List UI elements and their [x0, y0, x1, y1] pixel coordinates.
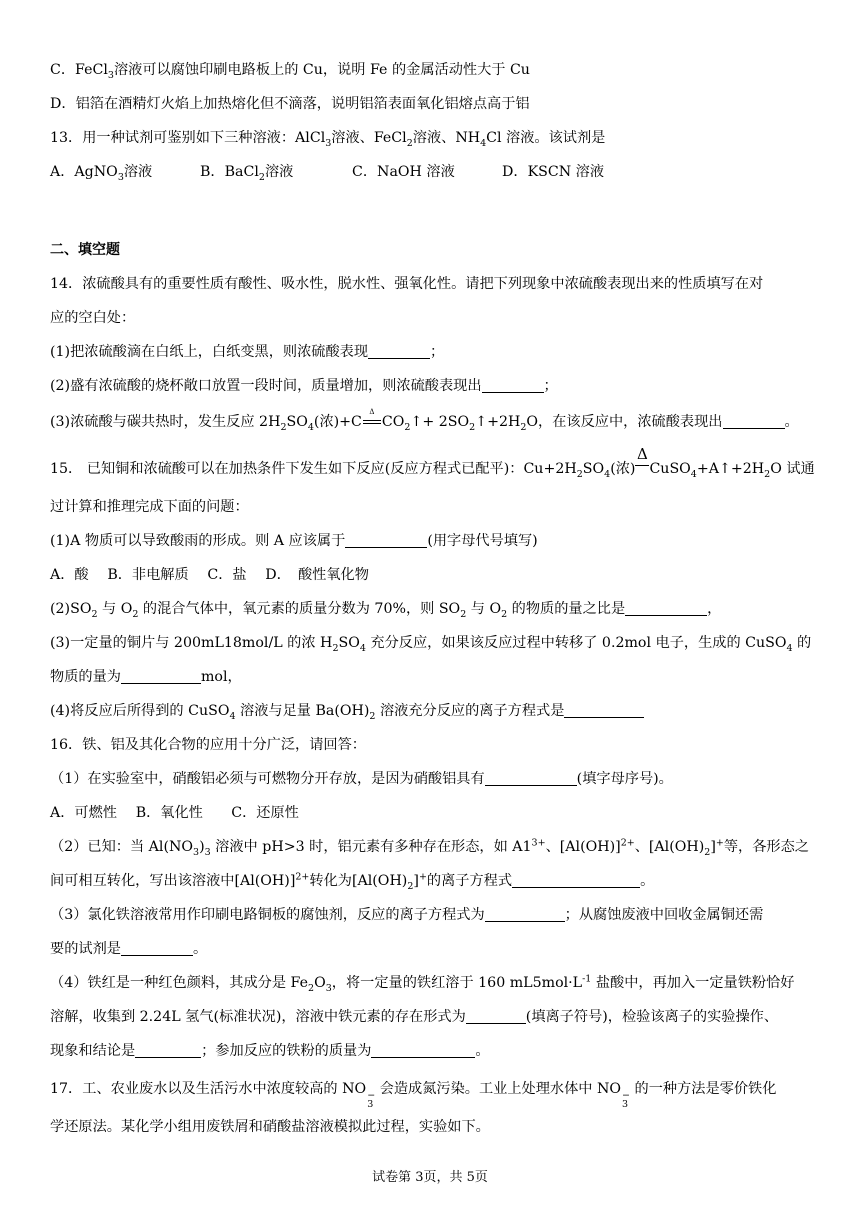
text: （1）在实验室中，硝酸铝必须与可燃物分开存放，是因为硝酸铝具有	[50, 771, 485, 787]
q14-part3	[50, 408, 799, 433]
q15-part4	[50, 701, 644, 721]
text: 充分反应，如果该反应过程中转移了 0.2mol 电子，生成的 CuSO	[365, 635, 787, 651]
subscript: 3	[325, 982, 332, 994]
text: 溶解，收集到 2.24L 氢气(标准状况)，溶液中铁元素的存在形式为	[50, 1009, 466, 1025]
subscript: 2	[520, 421, 527, 433]
answer-blank[interactable]	[564, 703, 644, 718]
superscript: -1	[582, 973, 592, 985]
text: 的混合气体中，氧元素的质量分数为 70%，则 SO	[138, 601, 461, 617]
q15-part3-line2	[50, 667, 242, 687]
text: (填字母序号)。	[576, 771, 673, 787]
text: 、[Al(OH)	[634, 839, 705, 855]
section-title: 二、填空题	[50, 242, 120, 258]
text: SO	[582, 461, 605, 477]
q16-part4-line2	[50, 1007, 778, 1027]
subscript: 3	[367, 1099, 374, 1110]
q15-part1-options: A．酸 B．非电解质 C．盐 D． 酸性氧化物	[50, 567, 369, 583]
subscript: 2	[576, 468, 583, 480]
text: ↑+ 2SO	[410, 414, 470, 430]
q16-part1-options: A．可燃性 B．氧化性 C．还原性	[50, 805, 299, 821]
subscript: 2	[407, 880, 414, 892]
q13-option-d: D．KSCN 溶液	[502, 164, 605, 180]
q15-part1	[50, 531, 538, 551]
answer-blank[interactable]	[723, 414, 785, 429]
text: 、[Al(OH)]	[545, 839, 621, 855]
text: O	[314, 975, 326, 991]
q13-option-a	[50, 162, 152, 182]
superscript: −	[622, 1090, 631, 1101]
text: (1)A 物质可以导致酸雨的形成。则 A 应该属于	[50, 533, 346, 549]
subscript: 2	[406, 137, 413, 149]
subscript: 3	[193, 846, 200, 858]
subscript: 4	[359, 642, 366, 654]
q15-part2	[50, 599, 721, 619]
q16-part3-line1	[50, 905, 763, 925]
nitrate-ion-script	[367, 1091, 375, 1109]
q17-line2: 学还原法。某化学小组用废铁屑和硝酸盐溶液模拟此过程，实验如下。	[50, 1119, 490, 1135]
text: ；参加反应的铁粉的质量为	[201, 1043, 372, 1059]
subscript: 3	[117, 171, 124, 183]
text: O 试通	[770, 461, 815, 477]
text: （4）铁红是一种红色颜料，其成分是 Fe	[50, 975, 309, 991]
q12-option-c	[50, 60, 530, 80]
text: (2)盛有浓硫酸的烧杯敞口放置一段时间，质量增加，则浓硫酸表现出	[50, 378, 482, 394]
text: C．FeCl	[50, 62, 108, 78]
text: （3）氯化铁溶液常用作印刷电路铜板的腐蚀剂，反应的离子方程式为	[50, 907, 485, 923]
answer-blank[interactable]	[135, 1043, 201, 1058]
text: 17．工、农业废水以及生活污水中浓度较高的 NO	[50, 1081, 367, 1097]
q16-part2-line1	[50, 837, 809, 857]
subscript: 2	[258, 171, 265, 183]
answer-blank[interactable]	[482, 378, 544, 393]
answer-blank[interactable]	[121, 941, 193, 956]
text: 的	[792, 635, 812, 651]
q16-part4-line1	[50, 973, 795, 993]
text: 。	[784, 414, 799, 430]
text: (4)将反应后所得到的 CuSO	[50, 703, 230, 719]
superscript: +	[418, 871, 427, 883]
superscript: 2+	[295, 871, 310, 883]
text: 转化为[Al(OH)	[309, 873, 408, 889]
subscript: 2	[132, 608, 139, 620]
text: 溶液、NH	[412, 130, 481, 146]
q15-part3-line1	[50, 633, 811, 653]
text: ]	[710, 839, 716, 855]
text: ，	[707, 601, 722, 617]
subscript: 2	[308, 982, 315, 994]
delta-symbol: Δ	[637, 445, 648, 463]
text: （2）已知：当 Al(NO	[50, 839, 194, 855]
q14-part1	[50, 342, 444, 362]
superscript: +	[715, 837, 724, 849]
subscript: 4	[229, 710, 236, 722]
text: 会造成氮污染。工业上处理水体中 NO	[375, 1081, 622, 1097]
text: 13．用一种试剂可鉴别如下三种溶液：AlCl	[50, 130, 326, 146]
text: ；从腐蚀废液中回收金属铜还需	[564, 907, 764, 923]
text: (填离子符号)，检验该离子的实验操作、	[525, 1009, 779, 1025]
text: B．BaCl	[200, 164, 259, 180]
text: CO	[381, 414, 405, 430]
heat-equals-sign	[635, 445, 649, 475]
answer-blank[interactable]	[368, 344, 430, 359]
text: 。	[640, 873, 655, 889]
text: 物质的量为	[50, 669, 121, 685]
text: ；	[430, 344, 445, 360]
subscript: 3	[107, 69, 114, 81]
subscript: 2	[764, 468, 771, 480]
answer-blank[interactable]	[512, 873, 640, 888]
q12-option-d: D．铝箔在酒精灯火焰上加热熔化但不滴落，说明铝箔表面氧化铝熔点高于铝	[50, 96, 530, 112]
subscript: 3	[325, 137, 332, 149]
text: (1)把浓硫酸滴在白纸上，白纸变黑，则浓硫酸表现	[50, 344, 369, 360]
q15-stem-line2: 过计算和推理完成下面的问题：	[50, 499, 249, 515]
text: 与 O	[97, 601, 133, 617]
text: CuSO	[649, 461, 691, 477]
subscript: 2	[280, 421, 287, 433]
page-footer: 试卷第 3页，共 5页	[372, 1170, 488, 1185]
q13-option-b	[200, 162, 293, 182]
answer-blank[interactable]	[121, 669, 201, 684]
text: SO	[286, 414, 308, 430]
nitrate-ion-script	[622, 1091, 630, 1109]
text: 溶液充分反应的离子方程式是	[375, 703, 565, 719]
text: ，将一定量的铁红溶于 160 mL5mol·L	[331, 975, 583, 991]
text: Cl 溶液。该试剂是	[486, 130, 606, 146]
q13-stem	[50, 128, 605, 148]
text: (浓)	[610, 461, 636, 477]
text: 溶液中 pH>3 时，铝元素有多种存在形态，如 A1	[210, 839, 532, 855]
text: 的离子方程式	[426, 873, 513, 889]
text: SO	[338, 635, 360, 651]
answer-blank[interactable]	[466, 1009, 526, 1024]
subscript: 4	[690, 468, 697, 480]
q14-stem-line1: 14．浓硫酸具有的重要性质有酸性、吸水性，脱水性、强氧化性。请把下列现象中浓硫酸表现出来的性质填写在对	[50, 276, 764, 292]
subscript: 4	[307, 421, 314, 433]
text: 溶液可以腐蚀印刷电路板上的 Cu，说明 Fe 的金属活动性大于 Cu	[113, 62, 530, 78]
answer-blank[interactable]	[345, 533, 427, 548]
delta-symbol: Δ	[369, 408, 375, 416]
text: 的物质的量之比是	[507, 601, 626, 617]
text: 。	[475, 1043, 490, 1059]
q16-part2-line2	[50, 871, 654, 891]
q16-stem: 16．铁、铝及其化合物的应用十分广泛，请回答：	[50, 737, 366, 753]
text: A．AgNO	[50, 164, 118, 180]
answer-blank[interactable]	[371, 1043, 475, 1058]
text: 间可相互转化，写出该溶液中[Al(OH)]	[50, 873, 296, 889]
text: 溶液与足量 Ba(OH)	[235, 703, 370, 719]
subscript: 4	[604, 468, 611, 480]
subscript: 2	[501, 608, 508, 620]
text: (用字母代号填写)	[427, 533, 538, 549]
subscript: 2	[469, 421, 476, 433]
text: (浓)+C	[313, 414, 362, 430]
q14-part2	[50, 376, 558, 396]
subscript: 2	[460, 608, 467, 620]
subscript: 2	[91, 608, 98, 620]
subscript: 2	[369, 710, 376, 722]
text: )	[199, 839, 205, 855]
q13-option-c: C．NaOH 溶液	[352, 164, 455, 180]
superscript: 2+	[620, 837, 635, 849]
subscript: 3	[204, 846, 211, 858]
text: ；	[543, 378, 558, 394]
text: 等，各形态之	[723, 839, 809, 855]
answer-blank[interactable]	[625, 601, 707, 616]
q16-part1	[50, 769, 673, 789]
text: 溶液、FeCl	[331, 130, 407, 146]
text: (3)一定量的铜片与 200mL18mol/L 的浓 H	[50, 635, 333, 651]
answer-blank[interactable]	[485, 771, 577, 786]
subscript: 4	[480, 137, 487, 149]
text: ]	[413, 873, 419, 889]
text: mol，	[200, 669, 242, 685]
text: 溶液	[264, 164, 294, 180]
superscript: −	[367, 1090, 376, 1101]
q14-stem-line2: 应的空白处：	[50, 310, 136, 326]
superscript: 3+	[531, 837, 546, 849]
text: +A↑+2H	[696, 461, 765, 477]
subscript: 4	[786, 642, 793, 654]
text: 。	[192, 941, 208, 957]
q17-line1	[50, 1079, 776, 1109]
subscript: 3	[622, 1099, 629, 1110]
q16-part4-line3	[50, 1041, 490, 1061]
text: 盐酸中，再加入一定量铁粉恰好	[591, 975, 795, 991]
text: 与 O	[466, 601, 502, 617]
heat-equals-sign	[362, 408, 382, 428]
text: 要的试剂是	[50, 941, 121, 957]
text: 的一种方法是零价铁化	[630, 1081, 777, 1097]
text: ↑+2H	[475, 414, 521, 430]
q15-stem-line1	[50, 445, 815, 480]
answer-blank[interactable]	[485, 907, 565, 922]
subscript: 2	[704, 846, 711, 858]
q16-part3-line2	[50, 939, 207, 959]
text: 15． 已知铜和浓硫酸可以在加热条件下发生如下反应(反应方程式已配平)：Cu+2H	[50, 461, 577, 477]
subscript: 2	[332, 642, 339, 654]
text: 溶液	[123, 164, 153, 180]
text: (3)浓硫酸与碳共热时，发生反应 2H	[50, 414, 281, 430]
text: O，在该反应中，浓硫酸表现出	[526, 414, 723, 430]
text: 现象和结论是	[50, 1043, 136, 1059]
text: (2)SO	[50, 601, 92, 617]
subscript: 2	[404, 421, 411, 433]
